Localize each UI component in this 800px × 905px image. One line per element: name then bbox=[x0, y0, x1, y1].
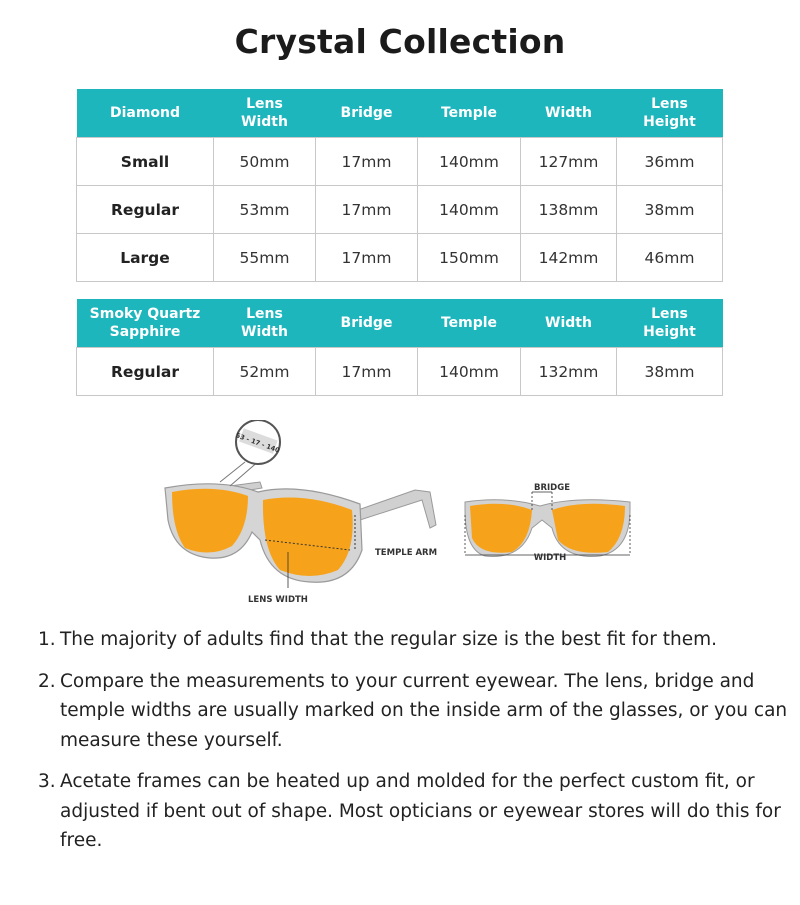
width-cell: 138mm bbox=[521, 186, 617, 234]
page-title: Crystal Collection bbox=[234, 22, 566, 61]
lens-height-cell: 36mm bbox=[617, 138, 723, 186]
lens-height-cell: 38mm bbox=[617, 348, 723, 396]
size-cell: Small bbox=[77, 138, 214, 186]
table-header-row bbox=[77, 299, 723, 348]
glasses-measurement-figure bbox=[160, 420, 640, 610]
size-cell: Regular bbox=[77, 186, 214, 234]
list-text: Compare the measurements to your current eyewear. The lens, bridge and temple widths are usually marked on the inside arm of the glasses, or you can measure these yourself. bbox=[60, 670, 788, 751]
lens-height-cell: 46mm bbox=[617, 234, 723, 282]
width-label: WIDTH bbox=[533, 553, 567, 563]
bridge-cell: 17mm bbox=[316, 348, 418, 396]
table-row bbox=[77, 234, 723, 282]
temple-arm-label: TEMPLE ARM bbox=[375, 548, 438, 558]
frame-size-marking: 53 - 17 - 140 bbox=[234, 431, 281, 455]
header-temple: Temple bbox=[418, 89, 521, 138]
bridge-cell: 17mm bbox=[316, 234, 418, 282]
width-cell: 127mm bbox=[521, 138, 617, 186]
header-model: Smoky Quartz Sapphire bbox=[77, 299, 214, 348]
temple-cell: 140mm bbox=[418, 348, 521, 396]
temple-cell: 140mm bbox=[418, 186, 521, 234]
list-item bbox=[38, 767, 788, 856]
size-cell: Large bbox=[77, 234, 214, 282]
header-lens-height: Lens Height bbox=[617, 299, 723, 348]
list-number: 1. bbox=[38, 629, 56, 650]
table-row bbox=[77, 348, 723, 396]
temple-cell: 150mm bbox=[418, 234, 521, 282]
front-glasses bbox=[465, 483, 630, 563]
bridge-cell: 17mm bbox=[316, 138, 418, 186]
glasses-illustration bbox=[160, 420, 640, 610]
table-header-row bbox=[77, 89, 723, 138]
fit-notes-list bbox=[38, 625, 788, 868]
header-temple: Temple bbox=[418, 299, 521, 348]
list-number: 2. bbox=[38, 670, 56, 692]
angled-glasses bbox=[165, 420, 437, 605]
header-lens-height: Lens Height bbox=[617, 89, 723, 138]
lens-width-cell: 50mm bbox=[214, 138, 316, 186]
list-number: 3. bbox=[38, 771, 56, 792]
header-bridge: Bridge bbox=[316, 89, 418, 138]
list-text: The majority of adults find that the regular size is the best fit for them. bbox=[60, 629, 717, 650]
header-lens-width: Lens Width bbox=[214, 89, 316, 138]
table-row bbox=[77, 138, 723, 186]
lens-width-cell: 53mm bbox=[214, 186, 316, 234]
lens-width-label: LENS WIDTH bbox=[248, 595, 308, 605]
lens-width-cell: 52mm bbox=[214, 348, 316, 396]
smoky-quartz-size-table bbox=[76, 299, 723, 396]
list-text: Acetate frames can be heated up and molded for the perfect custom fit, or adjusted if bent out of shape. Most opticians or eyewear stores will do this for free. bbox=[60, 771, 781, 851]
width-cell: 132mm bbox=[521, 348, 617, 396]
bridge-cell: 17mm bbox=[316, 186, 418, 234]
size-cell: Regular bbox=[77, 348, 214, 396]
list-item bbox=[38, 625, 788, 655]
lens-width-cell: 55mm bbox=[214, 234, 316, 282]
diamond-size-table bbox=[76, 89, 723, 282]
lens-height-cell: 38mm bbox=[617, 186, 723, 234]
header-width: Width bbox=[521, 299, 617, 348]
header-model: Diamond bbox=[77, 89, 214, 138]
header-width: Width bbox=[521, 89, 617, 138]
header-bridge: Bridge bbox=[316, 299, 418, 348]
header-lens-width: Lens Width bbox=[214, 299, 316, 348]
temple-cell: 140mm bbox=[418, 138, 521, 186]
table-row bbox=[77, 186, 723, 234]
list-item bbox=[38, 667, 788, 756]
bridge-label: BRIDGE bbox=[533, 483, 571, 493]
width-cell: 142mm bbox=[521, 234, 617, 282]
